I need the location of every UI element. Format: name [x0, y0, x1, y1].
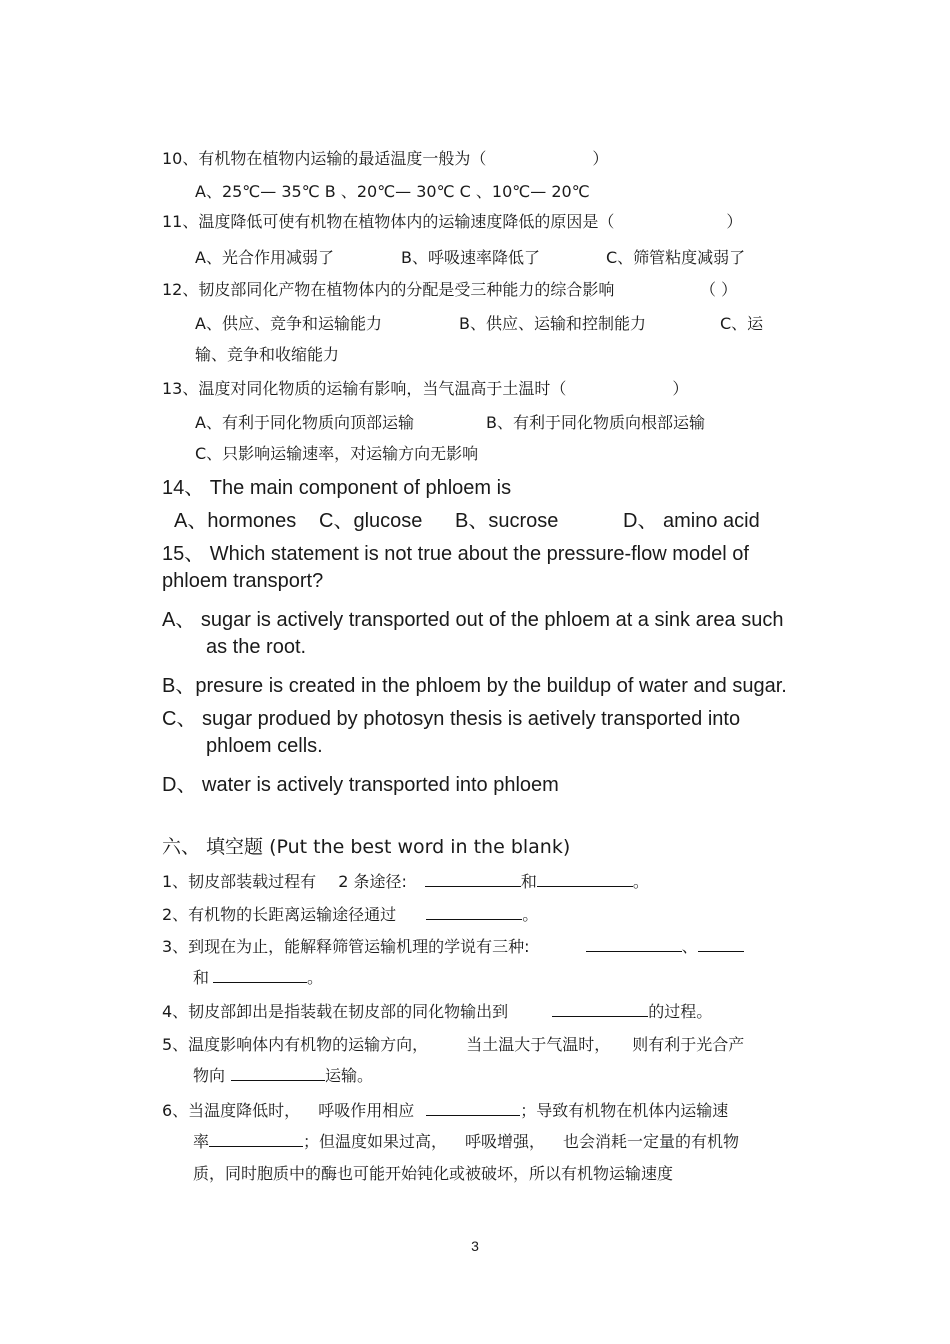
- q14-option-d: D、 amino acid: [623, 510, 760, 532]
- q12-option-a: A、供应、竞争和运输能力: [195, 314, 382, 333]
- q15-stem-line1: 15、 Which statement is not true about the pressure-flow model of: [162, 543, 749, 565]
- q13-option-b: B、有利于同化物质向根部运输: [486, 413, 705, 432]
- q11-stem: 11、温度降低可使有机物在植物体内的运输速度降低的原因是（ ）: [162, 212, 743, 231]
- fill-5-line1: 5、温度影响体内有机物的运输方向， 当土温大于气温时， 则有利于光合产: [162, 1035, 745, 1054]
- q15-option-c-line1: C、 sugar produed by photosyn thesis is aetively transported into: [162, 708, 741, 730]
- fill-4-blank[interactable]: [552, 1002, 648, 1017]
- fill-5-blank[interactable]: [231, 1066, 325, 1081]
- fill-1-blank-1[interactable]: [425, 872, 521, 887]
- fill-3-line2: 和 。: [193, 968, 324, 987]
- fill-6-line1: 6、当温度降低时， 呼吸作用相应 ；导致有机物在机体内运输速: [162, 1101, 729, 1120]
- fill-2-blank[interactable]: [426, 905, 522, 920]
- q15-stem-line2: phloem transport?: [162, 570, 324, 592]
- fill-6-line3: 质，同时胞质中的酶也可能开始钝化或被破坏，所以有机物运输速度: [193, 1164, 674, 1183]
- q13-option-a: A、有利于同化物质向顶部运输: [195, 413, 414, 432]
- fill-2: 2、有机物的长距离运输途径通过 。: [162, 905, 539, 924]
- fill-3-blank-3[interactable]: [213, 968, 307, 983]
- fill-1-blank-2[interactable]: [537, 872, 633, 887]
- q12-option-c-start: C、运: [720, 314, 764, 333]
- fill-3-blank-1[interactable]: [586, 937, 682, 952]
- fill-6-blank-2[interactable]: [209, 1132, 303, 1147]
- fill-3-blank-2[interactable]: [698, 937, 744, 952]
- fill-6-blank-1[interactable]: [426, 1101, 520, 1116]
- q10-stem: 10、有机物在植物内运输的最适温度一般为（ ）: [162, 149, 609, 168]
- q14-stem: 14、 The main component of phloem is: [162, 477, 512, 499]
- q14-option-c: C、glucose: [319, 510, 423, 532]
- q12-stem: 12、韧皮部同化产物在植物体内的分配是受三种能力的综合影响: [162, 280, 615, 299]
- page-number: 3: [471, 1238, 479, 1254]
- fill-1: 1、韧皮部装载过程有 2 条途径: 和 。: [162, 872, 649, 891]
- q15-option-c-line2: phloem cells.: [206, 735, 323, 757]
- q11-option-b: B、呼吸速率降低了: [401, 248, 540, 267]
- q13-option-c: C、只影响运输速率，对运输方向无影响: [195, 444, 479, 463]
- q12-paren: （ ）: [700, 280, 738, 299]
- fill-5-line2: 物向 运输。: [193, 1066, 374, 1085]
- q15-option-b: B、presure is created in the phloem by the buildup of water and sugar.: [162, 675, 787, 697]
- fill-3-line1: 3、到现在为止，能解释筛管运输机理的学说有三种: 、: [162, 934, 744, 957]
- q12-option-c-end: 输、竞争和收缩能力: [195, 345, 340, 364]
- q11-option-a: A、光合作用减弱了: [195, 248, 334, 267]
- fill-6-line2: 率 ；但温度如果过高， 呼吸增强， 也会消耗一定量的有机物: [193, 1132, 740, 1151]
- q12-option-b: B、供应、运输和控制能力: [459, 314, 646, 333]
- q15-option-d: D、 water is actively transported into phloem: [162, 774, 559, 796]
- q15-option-a-line2: as the root.: [206, 636, 307, 658]
- q11-option-c: C、筛管粘度减弱了: [606, 248, 746, 267]
- q15-option-a-line1: A、 sugar is actively transported out of the phloem at a sink area such: [162, 609, 784, 631]
- fill-4: 4、韧皮部卸出是指装载在韧皮部的同化物输出到 的过程。: [162, 1002, 713, 1021]
- q14-option-a: A、hormones: [174, 510, 297, 532]
- q14-option-b: B、sucrose: [455, 510, 559, 532]
- q13-stem: 13、温度对同化物质的运输有影响，当气温高于土温时（ ）: [162, 379, 689, 398]
- q10-options: A、25℃— 35℃ B 、20℃— 30℃ C 、10℃— 20℃: [195, 182, 590, 201]
- section-6-title: 六、 填空题 (Put the best word in the blank): [162, 836, 571, 858]
